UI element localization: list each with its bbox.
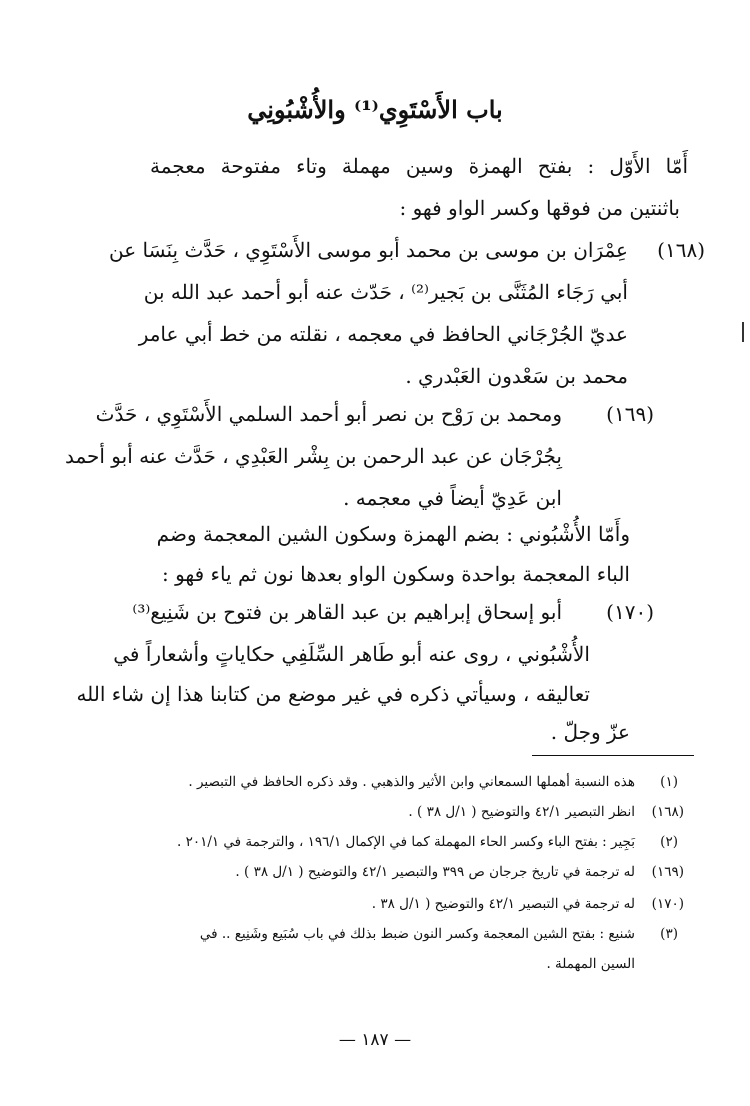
entry-number: (١٧٠) xyxy=(606,600,654,624)
footnote-mark: (٢) xyxy=(660,834,678,850)
footnote-mark: (١٦٩) xyxy=(651,864,684,880)
entry-line: بِجُرْجَان عن عبد الرحمن بن بِشْر العَبْدِي ، حَدَّث عنه أبو أحمد xyxy=(64,444,562,468)
page-title: باب الأَسْتَوِي⁽¹⁾ والأُشْبُونِي xyxy=(247,95,503,124)
footnote-text: له ترجمة في تاريخ جرجان ص ٣٩٩ والتبصير ٤٢/١ والتوضيح ( ١/ل ٣٨ ) . xyxy=(235,864,635,880)
entry-line: أبي رَجَاء المُثَنَّى بن بَجير⁽²⁾ ، حَدّث عنه أبو أحمد عبد الله بن xyxy=(143,280,628,304)
entry-line: الأُشْبُوني ، روى عنه أبو طَاهر السِّلَفِي حكاياتٍ وأشعاراً في xyxy=(113,642,590,666)
footnote-mark: (٣) xyxy=(660,926,678,942)
footnote-text-continued: السين المهملة . xyxy=(546,956,635,972)
entry-line: ومحمد بن رَوْح بن نصر أبو أحمد السلمي الأَسْتَوِي ، حَدَّث xyxy=(95,402,562,426)
footnote-text: انظر التبصير ٤٢/١ والتوضيح ( ١/ل ٣٨ ) . xyxy=(408,804,635,820)
margin-mark xyxy=(742,322,744,342)
entry-number: (١٦٨) xyxy=(657,238,705,262)
footnote-text: هذه النسبة أهملها السمعاني وابن الأثير والذهبي . وقد ذكره الحافظ في التبصير . xyxy=(188,774,635,790)
page-number: — ١٨٧ — xyxy=(338,1030,412,1050)
entry-line: عزّ وجلّ . xyxy=(550,720,630,744)
entry-line: عِمْرَان بن موسى بن محمد أبو موسى الأَسْتَوِي ، حَدَّث بِنَسَا عن xyxy=(109,238,628,262)
intro-line-1: أَمّا الأَوّل : بفتح الهمزة وسين مهملة وتاء مفتوحة معجمة xyxy=(150,154,688,178)
footnote-separator xyxy=(532,755,694,756)
footnote-mark: (١) xyxy=(660,774,678,790)
entry-line: عديّ الجُرْجَاني الحافظ في معجمه ، نقلته من خط أبي عامر xyxy=(138,322,628,346)
entry-line: أبو إسحاق إبراهيم بن عبد القاهر بن فتوح بن شَنِيع⁽³⁾ xyxy=(132,600,562,624)
second-intro-line-1: وأَمّا الأُشْبُوني : بضم الهمزة وسكون الشين المعجمة وضم xyxy=(156,522,630,546)
footnote-mark: (١٧٠) xyxy=(651,896,684,912)
second-intro-line-2: الباء المعجمة بواحدة وسكون الواو بعدها نون ثم ياء فهو : xyxy=(161,562,630,586)
footnote-text: بَجِير : بفتح الباء وكسر الحاء المهملة كما في الإكمال ١٩٦/١ ، والترجمة في ٢٠١/١ . xyxy=(176,834,635,850)
entry-line: محمد بن سَعْدون العَبْدري . xyxy=(405,364,628,388)
entry-number: (١٦٩) xyxy=(606,402,654,426)
intro-line-2: باثنتين من فوقها وكسر الواو فهو : xyxy=(399,196,680,220)
footnote-text: شنيع : بفتح الشين المعجمة وكسر النون ضبط بذلك في باب سُبَيع وشَنِيع .. في xyxy=(199,926,635,942)
footnote-mark: (١٦٨) xyxy=(651,804,684,820)
entry-line: تعاليقه ، وسيأتي ذكره في غير موضع من كتابنا هذا إن شاء الله xyxy=(76,682,590,706)
entry-line: ابن عَدِيّ أيضاً في معجمه . xyxy=(343,486,562,510)
footnote-text: له ترجمة في التبصير ٤٢/١ والتوضيح ( ١/ل ٣٨ . xyxy=(371,896,635,912)
